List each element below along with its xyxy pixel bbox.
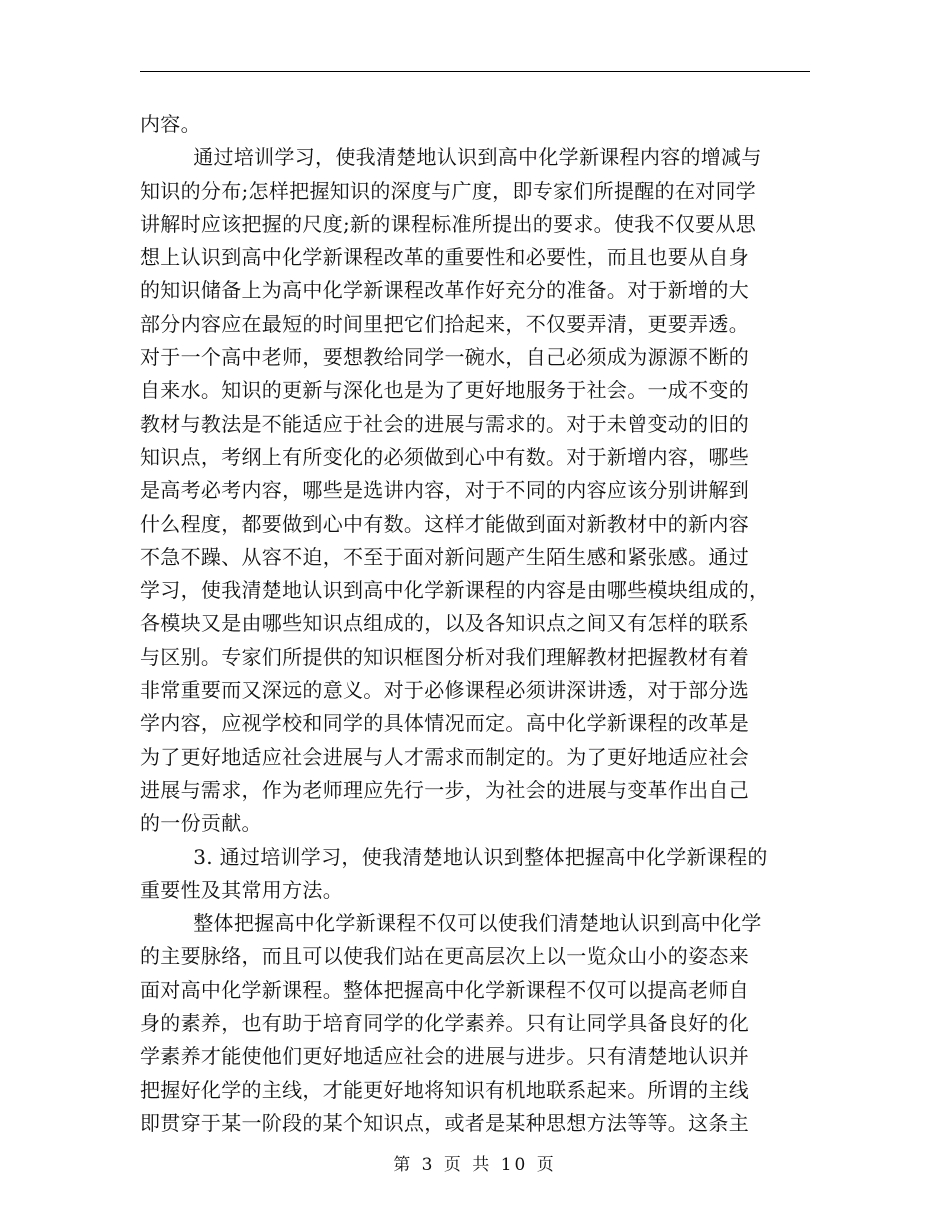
text-line: 学习，使我清楚地认识到高中化学新课程的内容是由哪些模块组成的， [140, 578, 770, 603]
text-line: 自来水。知识的更新与深化也是为了更好地服务于社会。一成不变的 [140, 378, 749, 403]
header-rule [140, 71, 810, 72]
text-line: 身的素养，也有助于培育同学的化学素养。只有让同学具备良好的化 [140, 1011, 749, 1036]
text-line: 是高考必考内容，哪些是选讲内容，对于不同的内容应该分别讲解到 [140, 478, 749, 503]
text-line: 整体把握高中化学新课程不仅可以使我们清楚地认识到高中化学 [140, 911, 762, 936]
text-line: 什么程度，都要做到心中有数。这样才能做到面对新教材中的新内容 [140, 511, 749, 536]
text-line: 讲解时应该把握的尺度;新的课程标准所提出的要求。使我不仅要从思 [140, 211, 757, 236]
text-line: 3. 通过培训学习，使我清楚地认识到整体把握高中化学新课程的 [140, 844, 768, 869]
text-line: 即贯穿于某一阶段的某个知识点，或者是某种思想方法等等。这条主 [140, 1110, 749, 1135]
text-line: 教材与教法是不能适应于社会的进展与需求的。对于未曾变动的旧的 [140, 411, 749, 436]
text-line: 学内容，应视学校和同学的具体情况而定。高中化学新课程的改革是 [140, 711, 749, 736]
text-line: 通过培训学习，使我清楚地认识到高中化学新课程内容的增减与 [140, 145, 762, 170]
text-line: 把握好化学的主线，才能更好地将知识有机地联系起来。所谓的主线 [140, 1077, 749, 1102]
text-line: 面对高中化学新课程。整体把握高中化学新课程不仅可以提高老师自 [140, 977, 749, 1002]
text-line: 知识的分布;怎样把握知识的深度与广度，即专家们所提醒的在对同学 [140, 178, 757, 203]
text-line: 对于一个高中老师，要想教给同学一碗水，自己必须成为源源不断的 [140, 345, 749, 370]
text-line: 内容。 [140, 112, 201, 136]
document-body [140, 108, 810, 1140]
text-line: 进展与需求，作为老师理应先行一步，为社会的进展与变革作出自己 [140, 777, 749, 802]
text-line: 学素养才能使他们更好地适应社会的进展与进步。只有清楚地认识并 [140, 1044, 749, 1069]
text-line: 不急不躁、从容不迫，不至于面对新问题产生陌生感和紧张感。通过 [140, 544, 749, 569]
text-line: 各模块又是由哪些知识点组成的，以及各知识点之间又有怎样的联系 [140, 611, 749, 636]
page-footer: 第 3 页 共 10 页 [393, 1155, 557, 1175]
text-line: 想上认识到高中化学新课程改革的重要性和必要性，而且也要从自身 [140, 245, 749, 270]
text-line: 知识点，考纲上有所变化的必须做到心中有数。对于新增内容，哪些 [140, 444, 749, 469]
text-line: 部分内容应在最短的时间里把它们拾起来，不仅要弄清，更要弄透。 [140, 311, 749, 336]
text-line: 与区别。专家们所提供的知识框图分析对我们理解教材把握教材有着 [140, 644, 749, 669]
text-line: 的一份贡献。 [140, 811, 262, 836]
text-line: 非常重要而又深远的意义。对于必修课程必须讲深讲透，对于部分选 [140, 678, 749, 703]
text-line: 为了更好地适应社会进展与人才需求而制定的。为了更好地适应社会 [140, 744, 749, 769]
text-line: 的主要脉络，而且可以使我们站在更高层次上以一览众山小的姿态来 [140, 944, 749, 969]
text-line: 重要性及其常用方法。 [140, 877, 343, 902]
text-line: 的知识储备上为高中化学新课程改革作好充分的准备。对于新增的大 [140, 278, 749, 303]
